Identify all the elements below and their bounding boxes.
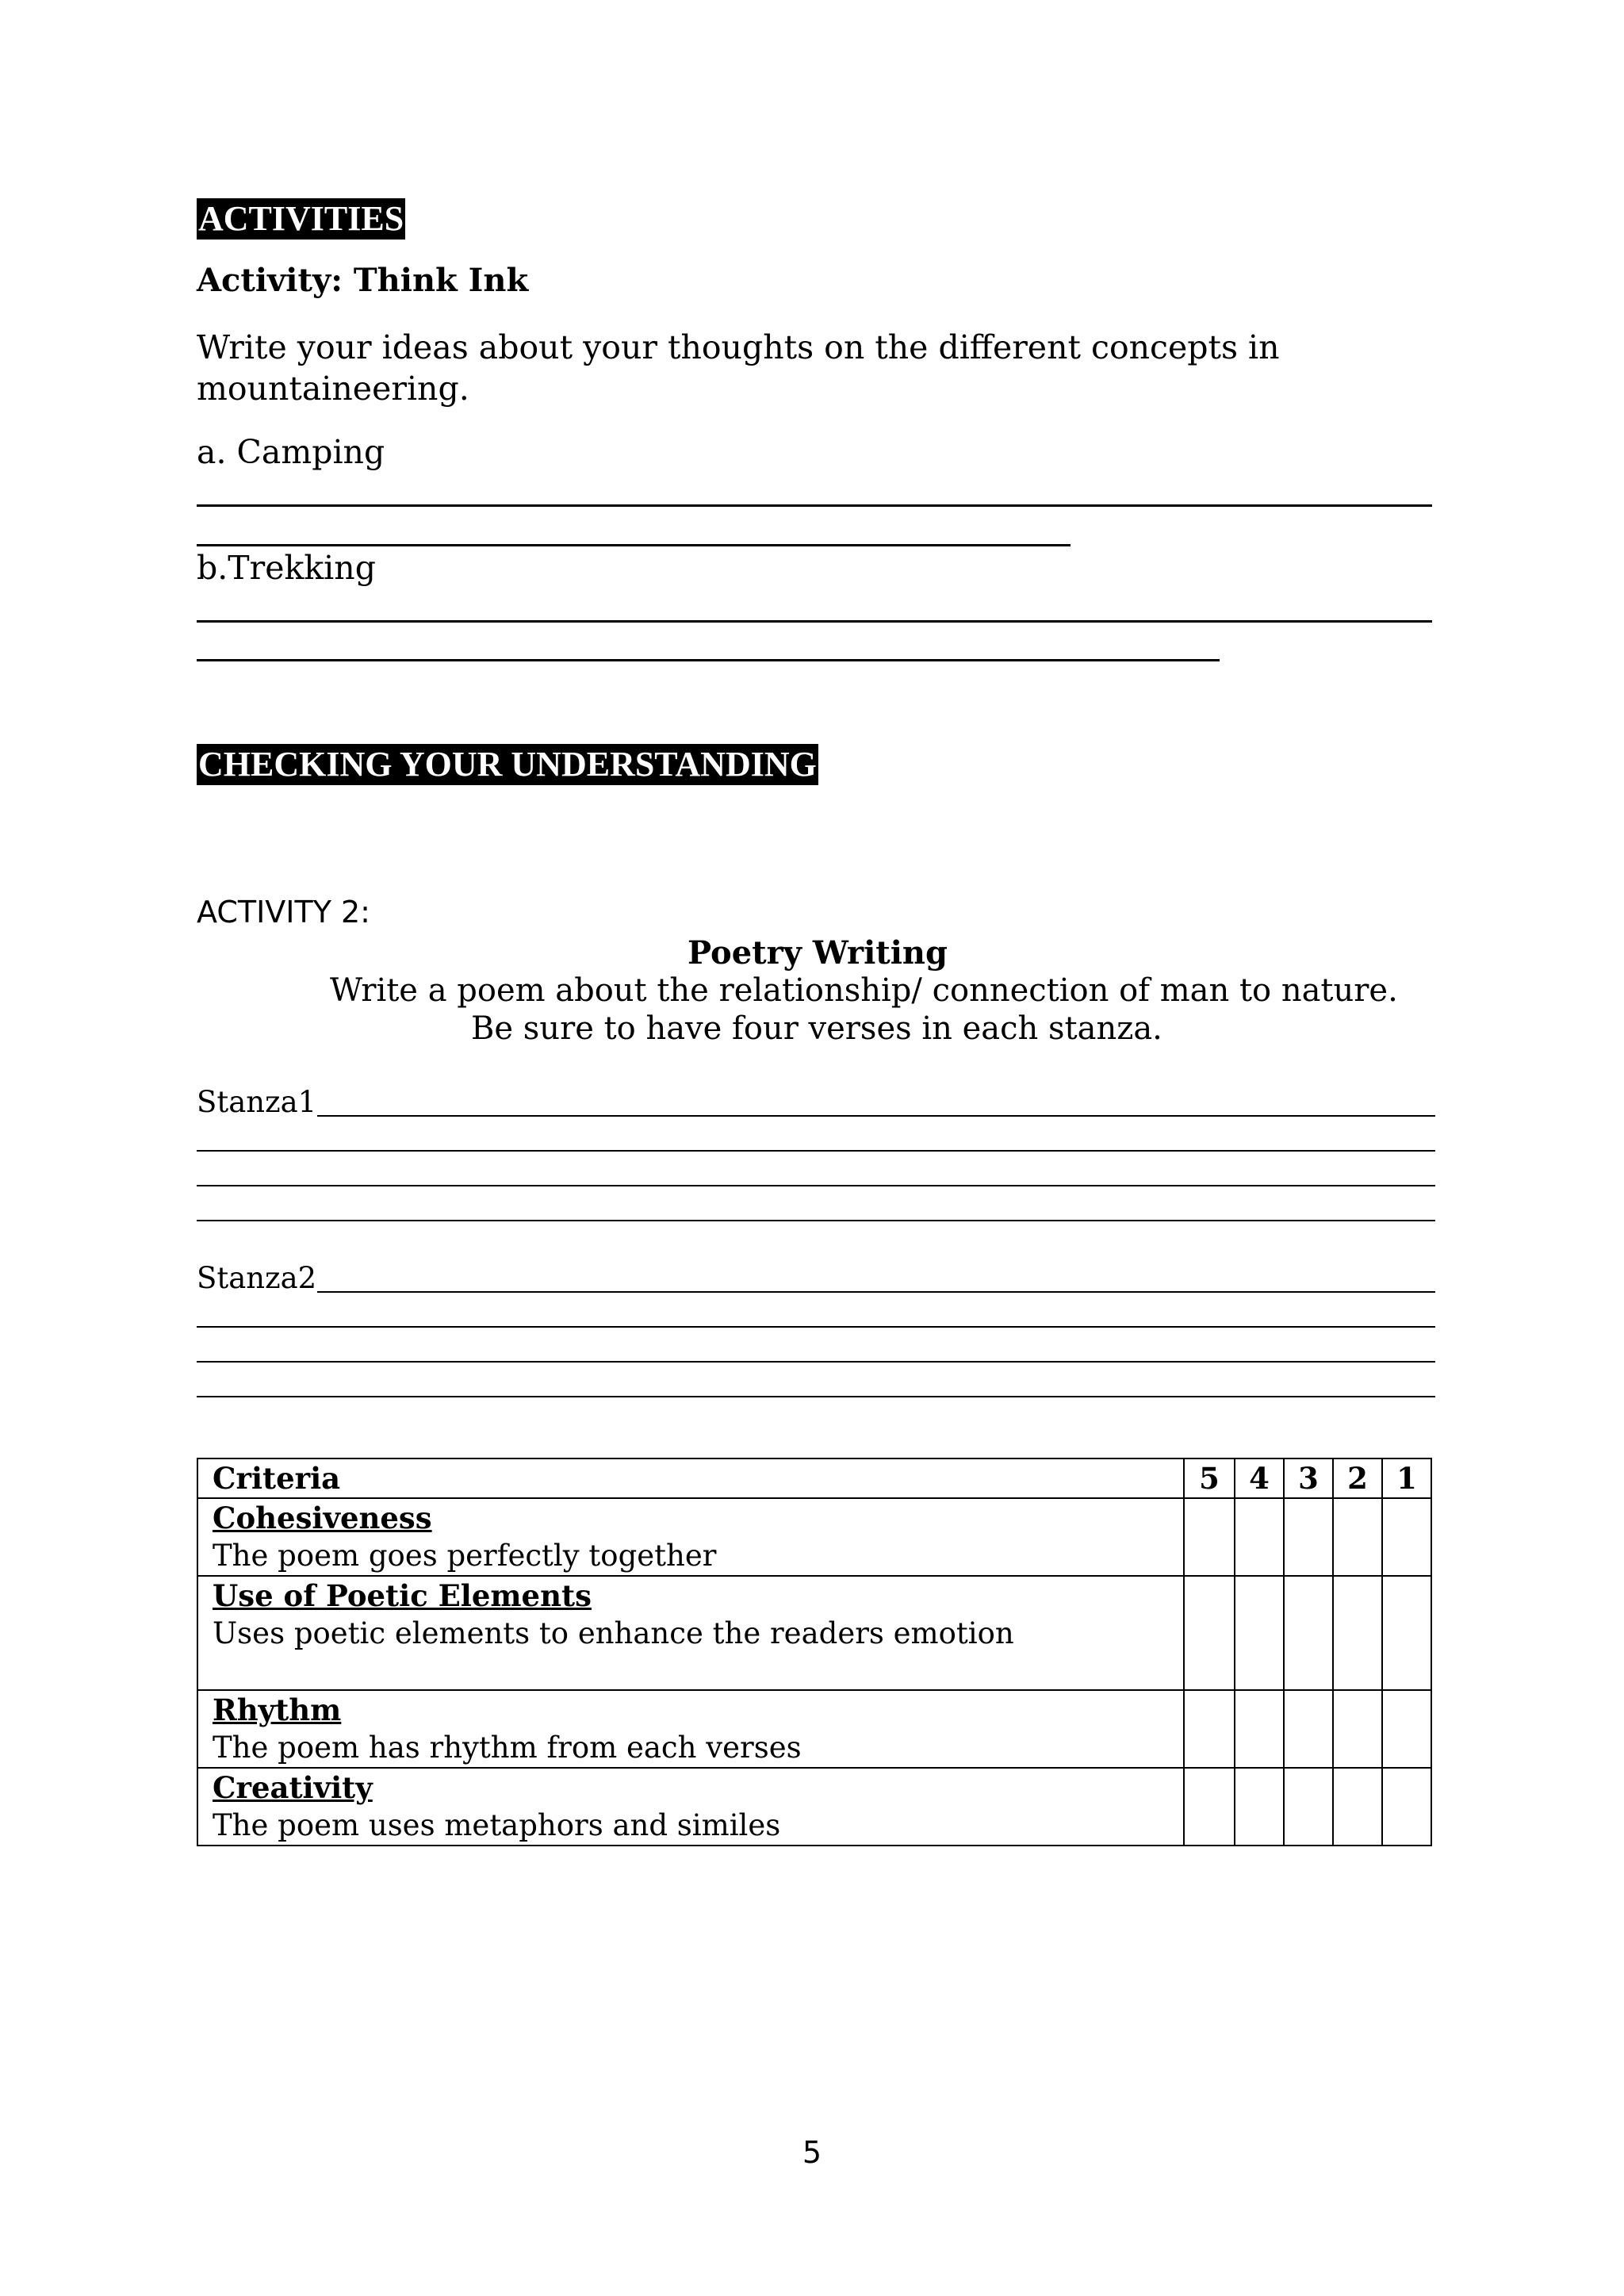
criterion-name: Use of Poetic Elements bbox=[213, 1578, 592, 1613]
criterion-cell bbox=[197, 1498, 1184, 1576]
score-cell-3[interactable] bbox=[1284, 1576, 1333, 1690]
score-cell-1[interactable] bbox=[1382, 1576, 1431, 1690]
score-header-1: 1 bbox=[1382, 1458, 1431, 1498]
criteria-header: Criteria bbox=[197, 1458, 1184, 1498]
rubric-table bbox=[197, 1458, 1432, 1846]
score-cell-1[interactable] bbox=[1382, 1768, 1431, 1846]
score-cell-2[interactable] bbox=[1333, 1498, 1382, 1576]
stanza1-line3[interactable] bbox=[197, 1185, 1435, 1186]
score-cell-3[interactable] bbox=[1284, 1768, 1333, 1846]
criterion-name: Creativity bbox=[213, 1770, 373, 1805]
criterion-cell bbox=[197, 1576, 1184, 1690]
criterion-name: Cohesiveness bbox=[213, 1501, 432, 1535]
score-cell-5[interactable] bbox=[1184, 1576, 1235, 1690]
score-header-5: 5 bbox=[1184, 1458, 1235, 1498]
criterion-description: The poem uses metaphors and similes bbox=[213, 1808, 781, 1842]
rubric-row bbox=[197, 1576, 1431, 1690]
score-cell-2[interactable] bbox=[1333, 1576, 1382, 1690]
activity2-instruction-line2: Be sure to have four verses in each stanza. bbox=[471, 1010, 1162, 1047]
poetry-writing-title: Poetry Writing bbox=[688, 934, 948, 972]
score-cell-3[interactable] bbox=[1284, 1690, 1333, 1768]
score-header-2: 2 bbox=[1333, 1458, 1382, 1498]
score-cell-1[interactable] bbox=[1382, 1498, 1431, 1576]
item-a-camping: a. Camping bbox=[197, 433, 385, 471]
item-b-trekking: b.Trekking bbox=[197, 549, 376, 587]
answer-line-b2[interactable] bbox=[197, 659, 1220, 661]
stanza2-line3[interactable] bbox=[197, 1361, 1435, 1363]
checking-banner: CHECKING YOUR UNDERSTANDING bbox=[198, 745, 817, 784]
criterion-name: Rhythm bbox=[213, 1692, 342, 1727]
stanza2-label: Stanza2 bbox=[197, 1261, 317, 1295]
activities-banner: ACTIVITIES bbox=[198, 199, 404, 238]
stanza1-label: Stanza1 bbox=[197, 1085, 317, 1119]
answer-line-a1[interactable] bbox=[197, 504, 1432, 507]
activity-instruction-line2: mountaineering. bbox=[197, 370, 469, 408]
criterion-description: The poem has rhythm from each verses bbox=[213, 1731, 802, 1765]
stanza2-line1[interactable] bbox=[317, 1291, 1435, 1293]
score-cell-4[interactable] bbox=[1235, 1690, 1284, 1768]
activity-instruction-line1: Write your ideas about your thoughts on the different concepts in bbox=[197, 328, 1280, 366]
score-cell-1[interactable] bbox=[1382, 1690, 1431, 1768]
score-cell-5[interactable] bbox=[1184, 1690, 1235, 1768]
rubric-row bbox=[197, 1690, 1431, 1768]
activity2-instruction-line1: Write a poem about the relationship/ connection of man to nature. bbox=[330, 972, 1398, 1009]
score-header-4: 4 bbox=[1235, 1458, 1284, 1498]
stanza1-line4[interactable] bbox=[197, 1220, 1435, 1221]
score-cell-5[interactable] bbox=[1184, 1498, 1235, 1576]
stanza2-line4[interactable] bbox=[197, 1396, 1435, 1397]
criterion-cell bbox=[197, 1768, 1184, 1846]
score-cell-2[interactable] bbox=[1333, 1690, 1382, 1768]
rubric-header-row bbox=[197, 1458, 1431, 1498]
score-cell-5[interactable] bbox=[1184, 1768, 1235, 1846]
answer-line-a2[interactable] bbox=[197, 544, 1071, 546]
score-header-3: 3 bbox=[1284, 1458, 1333, 1498]
activity2-label: ACTIVITY 2: bbox=[197, 895, 370, 930]
criterion-cell bbox=[197, 1690, 1184, 1768]
rubric-row bbox=[197, 1498, 1431, 1576]
score-cell-4[interactable] bbox=[1235, 1498, 1284, 1576]
score-cell-3[interactable] bbox=[1284, 1498, 1333, 1576]
score-cell-4[interactable] bbox=[1235, 1768, 1284, 1846]
stanza1-line1[interactable] bbox=[317, 1115, 1435, 1117]
criterion-description: Uses poetic elements to enhance the readers emotion bbox=[213, 1616, 1014, 1650]
activity-title: Activity: Think Ink bbox=[197, 262, 529, 299]
rubric-row bbox=[197, 1768, 1431, 1846]
score-cell-2[interactable] bbox=[1333, 1768, 1382, 1846]
stanza2-line2[interactable] bbox=[197, 1326, 1435, 1328]
stanza1-line2[interactable] bbox=[197, 1150, 1435, 1152]
criterion-description: The poem goes perfectly together bbox=[213, 1539, 717, 1573]
answer-line-b1[interactable] bbox=[197, 620, 1432, 623]
page-number: 5 bbox=[802, 2135, 822, 2170]
score-cell-4[interactable] bbox=[1235, 1576, 1284, 1690]
